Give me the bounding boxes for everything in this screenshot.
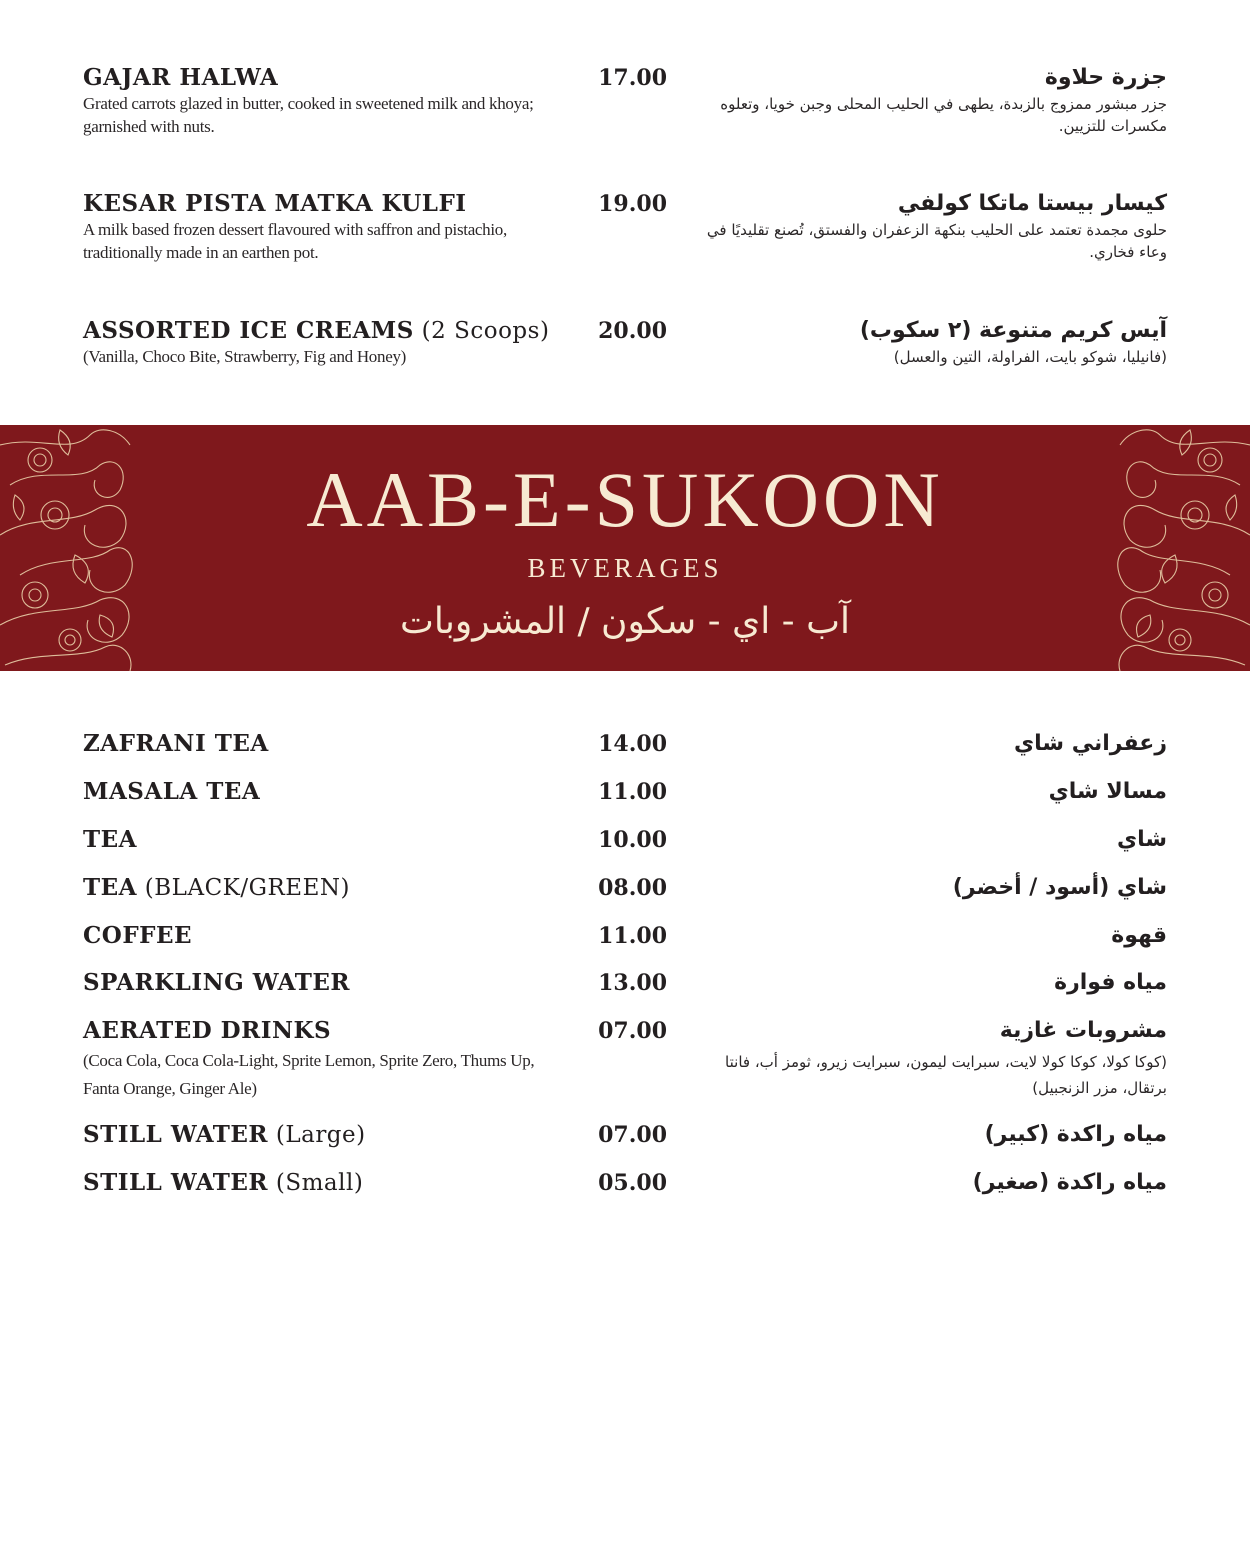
menu-item-still-water-large: [0, 1121, 1250, 1165]
item-price: 10.00: [598, 827, 667, 853]
item-name: KESAR PISTA MATKA KULFI: [83, 190, 467, 217]
item-price: 14.00: [598, 731, 667, 757]
item-description-arabic: حلوى مجمدة تعتمد على الحليب بنكهة الزعفران والفستق، تُصنع تقليديًا في وعاء فخاري.: [706, 221, 1167, 261]
menu-item-zafrani-tea: [0, 730, 1250, 774]
menu-item-coffee: [0, 922, 1250, 966]
item-name: COFFEE: [83, 922, 193, 949]
item-description: (Coca Cola, Coca Cola-Light, Sprite Lemon, Sprite Zero, Thums Up, Fanta Orange, Ginger Ale): [83, 1051, 535, 1098]
item-price: 11.00: [598, 923, 667, 949]
item-name: TEA (BLACK/GREEN): [83, 874, 350, 901]
item-name: ZAFRANI TEA: [83, 730, 269, 757]
item-name: TEA: [83, 826, 137, 853]
item-name-arabic: مشروبات غازية: [999, 1018, 1167, 1043]
menu-item-kesar-pista-kulfi: [0, 190, 1250, 290]
item-price: 17.00: [598, 65, 667, 91]
item-description: (Vanilla, Choco Bite, Strawberry, Fig and Honey): [83, 347, 407, 366]
item-name: STILL WATER (Large): [83, 1121, 366, 1148]
item-name-arabic: كيسار بيستا ماتكا كولفي: [897, 191, 1167, 216]
item-name-arabic: آيس كريم متنوعة (٢ سكوب): [859, 318, 1167, 343]
menu-item-assorted-ice-creams: [0, 317, 1250, 417]
item-price: 19.00: [598, 191, 667, 217]
item-price: 08.00: [598, 875, 667, 901]
item-name-arabic: شاي (أسود / أخضر): [952, 875, 1167, 900]
item-name-arabic: زعفراني شاي: [1014, 731, 1167, 756]
item-price: 07.00: [598, 1122, 667, 1148]
item-name-arabic: مياه راكدة (صغير): [972, 1170, 1167, 1195]
menu-item-still-water-small: [0, 1169, 1250, 1213]
item-price: 07.00: [598, 1018, 667, 1044]
item-name-arabic: مياه فوارة: [1054, 970, 1167, 995]
item-name-arabic: جزرة حلاوة: [1044, 65, 1167, 90]
item-description-arabic: (فانيليا، شوكو بايت، الفراولة، التين والعسل): [893, 348, 1167, 366]
menu-item-gajar-halwa: [0, 64, 1250, 164]
menu-item-sparkling-water: [0, 969, 1250, 1013]
item-name: STILL WATER (Small): [83, 1169, 364, 1196]
item-name: SPARKLING WATER: [83, 969, 350, 996]
section-banner: [0, 425, 1250, 671]
item-price: 05.00: [598, 1170, 667, 1196]
item-name: ASSORTED ICE CREAMS (2 Scoops): [83, 317, 550, 344]
item-name-arabic: مياه راكدة (كبير): [984, 1122, 1167, 1147]
item-name: AERATED DRINKS: [83, 1017, 332, 1044]
menu-item-tea: [0, 826, 1250, 870]
section-title: AAB-E-SUKOON: [306, 456, 944, 543]
menu-item-tea-black-green: [0, 874, 1250, 918]
item-name: GAJAR HALWA: [83, 64, 279, 91]
item-name-arabic: شاي: [1116, 827, 1167, 852]
item-description-arabic: (كوكا كولا، كوكا كولا لايت، سبرايت ليمون، سبرايت زيرو، ثومز أب، فانتا برتقال، مزر الزنجبيل): [725, 1053, 1167, 1097]
item-description-arabic: جزر مبشور ممزوج بالزبدة، يطهى في الحليب المحلى وجبن خويا، وتعلوه مكسرات للتزيين.: [720, 95, 1167, 135]
item-price: 13.00: [598, 970, 667, 996]
item-name-arabic: مسالا شاي: [1048, 779, 1167, 804]
menu-item-aerated-drinks: [0, 1017, 1250, 1107]
item-price: 20.00: [598, 318, 667, 344]
item-name: MASALA TEA: [83, 778, 261, 805]
section-subtitle: BEVERAGES: [527, 553, 723, 583]
item-price: 11.00: [598, 779, 667, 805]
section-title-arabic: آب - اي - سكون / المشروبات: [400, 601, 850, 642]
item-description: Grated carrots glazed in butter, cooked in sweetened milk and khoya; garnished with nuts.: [83, 94, 534, 136]
item-description: A milk based frozen dessert flavoured with saffron and pistachio, traditionally made in an earthen pot.: [83, 220, 507, 262]
menu-item-masala-tea: [0, 778, 1250, 822]
item-name-arabic: قهوة: [1111, 923, 1167, 948]
